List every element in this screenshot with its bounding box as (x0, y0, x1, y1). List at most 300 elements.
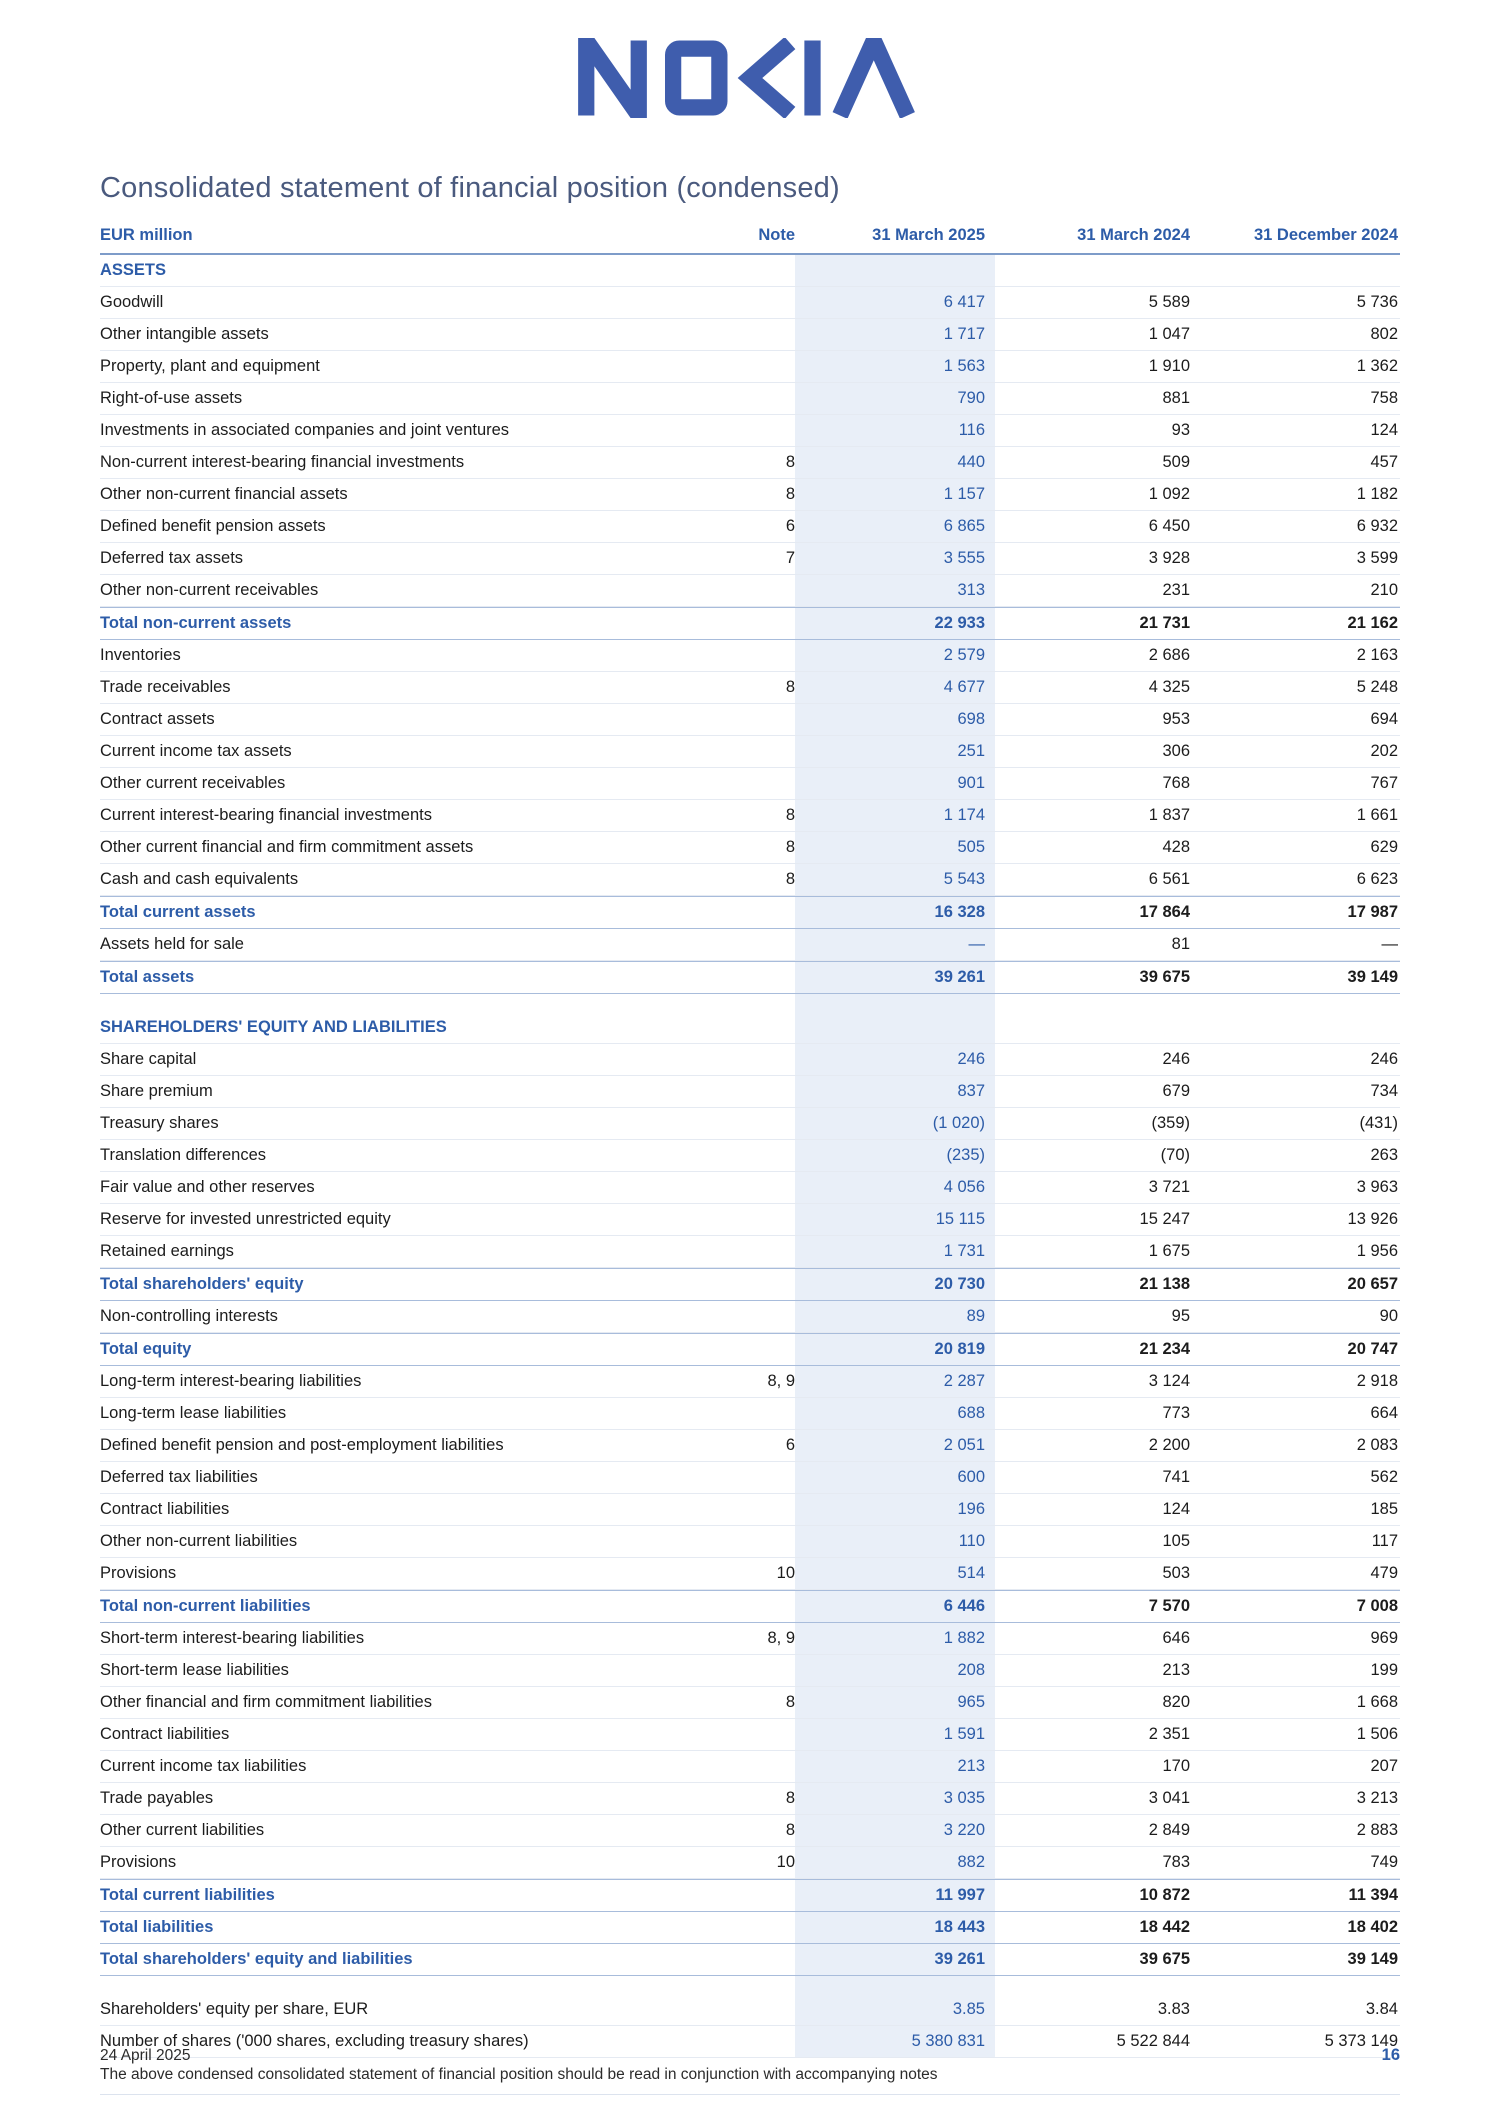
cell-v1 (795, 1012, 995, 1043)
cell-v2 (995, 255, 1200, 286)
total-row (100, 1879, 1400, 1912)
cell-label: Other intangible assets (100, 325, 269, 343)
cell-note (695, 1204, 795, 1235)
cell-v2: 783 (1162, 1853, 1190, 1871)
table-row (100, 383, 1400, 415)
total-row (100, 1333, 1400, 1366)
cell-v1: 3 035 (795, 1783, 995, 1814)
table-row (100, 1815, 1400, 1847)
cell-v3: 457 (1370, 453, 1398, 471)
cell-v3: 39 149 (1347, 968, 1398, 986)
table-row (100, 543, 1400, 575)
cell-v2: 646 (1162, 1629, 1190, 1647)
cell-note (695, 1012, 795, 1043)
table-row (100, 1398, 1400, 1430)
cell-v1: 246 (795, 1044, 995, 1075)
cell-label: Total equity (100, 1340, 192, 1358)
cell-v3: 246 (1370, 1050, 1398, 1068)
cell-v1: 2 287 (795, 1366, 995, 1397)
cell-v2: 7 570 (1148, 1597, 1190, 1615)
cell-label: Other current financial and firm commitment assets (100, 838, 474, 856)
table-row (100, 511, 1400, 543)
cell-label: Trade receivables (100, 678, 231, 696)
cell-v3: 5 736 (1356, 293, 1398, 311)
cell-v1: 251 (795, 736, 995, 767)
cell-note: 8 (785, 485, 795, 503)
cell-v1: 4 677 (795, 672, 995, 703)
cell-note (695, 575, 795, 606)
cell-note (695, 1076, 795, 1107)
table-row (100, 1076, 1400, 1108)
table-row (100, 479, 1400, 511)
table-row (100, 1494, 1400, 1526)
cell-v2 (995, 994, 1200, 1012)
cell-v2: 2 200 (1148, 1436, 1190, 1454)
cell-v1: 1 717 (795, 319, 995, 350)
cell-v3: 2 083 (1356, 1436, 1398, 1454)
cell-v2 (995, 1012, 1200, 1043)
table-row (100, 1655, 1400, 1687)
table-row (100, 704, 1400, 736)
cell-v3: 6 623 (1356, 870, 1398, 888)
cell-label: Other non-current liabilities (100, 1532, 298, 1550)
cell-v2: 6 561 (1148, 870, 1190, 888)
cell-note (695, 1462, 795, 1493)
cell-v3: 5 248 (1356, 678, 1398, 696)
cell-v2: 39 675 (1139, 968, 1190, 986)
cell-v3: 734 (1370, 1082, 1398, 1100)
cell-v1: 20 819 (795, 1334, 995, 1365)
cell-v3: 758 (1370, 389, 1398, 407)
cell-v1: 20 730 (795, 1269, 995, 1300)
cell-v1: — (795, 929, 995, 960)
cell-v1: 698 (795, 704, 995, 735)
cell-v1: 1 591 (795, 1719, 995, 1750)
cell-note: 8 (785, 1821, 795, 1839)
cell-v2: 1 910 (1148, 357, 1190, 375)
table-row (100, 736, 1400, 768)
total-row (100, 1912, 1400, 1944)
table-row (100, 575, 1400, 607)
cell-v1: 514 (795, 1558, 995, 1589)
cell-v2: 21 234 (1139, 1340, 1190, 1358)
table-row (100, 1526, 1400, 1558)
cell-v3: 210 (1370, 581, 1398, 599)
cell-v3 (1200, 1012, 1400, 1043)
cell-v3: 969 (1370, 1629, 1398, 1647)
cell-note: 10 (776, 1853, 795, 1871)
table-row (100, 1140, 1400, 1172)
cell-label: Short-term interest-bearing liabilities (100, 1629, 365, 1647)
cell-v2: 3 124 (1148, 1372, 1190, 1390)
cell-v2: 2 849 (1148, 1821, 1190, 1839)
cell-label: Other financial and firm commitment liabilities (100, 1693, 432, 1711)
cell-label: Cash and cash equivalents (100, 870, 299, 888)
cell-v3: 7 008 (1356, 1597, 1398, 1615)
cell-note (695, 640, 795, 671)
table-row (100, 832, 1400, 864)
total-row (100, 1944, 1400, 1976)
cell-v3: 479 (1370, 1564, 1398, 1582)
cell-v2: 170 (1162, 1757, 1190, 1775)
cell-v2: 5 589 (1148, 293, 1190, 311)
cell-note (695, 1655, 795, 1686)
cell-v2: 124 (1162, 1500, 1190, 1518)
table-row (100, 1044, 1400, 1076)
table-row (100, 287, 1400, 319)
table-row (100, 1687, 1400, 1719)
cell-note (695, 319, 795, 350)
table-row (100, 319, 1400, 351)
cell-label: Contract liabilities (100, 1500, 230, 1518)
cell-note (695, 608, 795, 639)
cell-label: Other current receivables (100, 774, 286, 792)
cell-v3: 1 506 (1356, 1725, 1398, 1743)
cell-v2: 428 (1162, 838, 1190, 856)
cell-v2: 231 (1162, 581, 1190, 599)
total-row (100, 1590, 1400, 1623)
cell-v1: 440 (795, 447, 995, 478)
cell-v1: 5 380 831 (795, 2026, 995, 2057)
cell-note: 8 (785, 806, 795, 824)
cell-v2 (995, 1976, 1200, 1994)
cell-note (695, 1334, 795, 1365)
cell-v3: 207 (1370, 1757, 1398, 1775)
cell-v2: 306 (1162, 742, 1190, 760)
cell-note (695, 1494, 795, 1525)
cell-label: SHAREHOLDERS' EQUITY AND LIABILITIES (100, 1018, 447, 1036)
cell-v2: 21 731 (1139, 614, 1190, 632)
cell-note (695, 1526, 795, 1557)
cell-v2: 213 (1162, 1661, 1190, 1679)
cell-label: Goodwill (100, 293, 164, 311)
cell-note (695, 929, 795, 960)
cell-v3: 21 162 (1347, 614, 1398, 632)
cell-v1: 6 417 (795, 287, 995, 318)
cell-v3: 90 (1379, 1307, 1398, 1325)
cell-v1: 1 563 (795, 351, 995, 382)
cell-label: Share capital (100, 1050, 197, 1068)
cell-v2: 503 (1162, 1564, 1190, 1582)
cell-v3: 39 149 (1347, 1950, 1398, 1968)
table-row (100, 1847, 1400, 1879)
cell-v3: 694 (1370, 710, 1398, 728)
table-row (100, 1236, 1400, 1268)
table-row (100, 1994, 1400, 2026)
cell-v2: 1 092 (1148, 485, 1190, 503)
cell-v1 (795, 1976, 995, 1994)
cell-label: Current income tax liabilities (100, 1757, 307, 1775)
cell-label: Current interest-bearing financial investments (100, 806, 432, 824)
cell-v1: 16 328 (795, 897, 995, 928)
cell-v1: 4 056 (795, 1172, 995, 1203)
column-header-31-march-2025: 31 March 2025 (872, 225, 985, 244)
cell-v1: 116 (795, 415, 995, 446)
cell-v3: 185 (1370, 1500, 1398, 1518)
section-header-row (100, 255, 1400, 287)
cell-v1: 965 (795, 1687, 995, 1718)
cell-v1: (235) (795, 1140, 995, 1171)
table-row (100, 800, 1400, 832)
column-header-note: Note (758, 225, 795, 244)
cell-label: Total current liabilities (100, 1886, 275, 1904)
cell-v2: 2 351 (1148, 1725, 1190, 1743)
cell-v1: 3 555 (795, 543, 995, 574)
cell-v2: 1 837 (1148, 806, 1190, 824)
cell-v2: 3 721 (1148, 1178, 1190, 1196)
cell-v1: 2 051 (795, 1430, 995, 1461)
cell-v1: 15 115 (795, 1204, 995, 1235)
total-row (100, 607, 1400, 640)
cell-v2: (359) (1151, 1114, 1190, 1132)
cell-label: Short-term lease liabilities (100, 1661, 289, 1679)
cell-v3: 263 (1370, 1146, 1398, 1164)
cell-label: Total non-current liabilities (100, 1597, 311, 1615)
cell-v3: 199 (1370, 1661, 1398, 1679)
cell-v1: 3 220 (795, 1815, 995, 1846)
cell-label (100, 1976, 695, 1994)
cell-v2: 21 138 (1139, 1275, 1190, 1293)
cell-v1: 196 (795, 1494, 995, 1525)
cell-v3: 2 883 (1356, 1821, 1398, 1839)
cell-note (695, 1269, 795, 1300)
cell-label: Right-of-use assets (100, 389, 243, 407)
cell-v2: 246 (1162, 1050, 1190, 1068)
cell-v2: 953 (1162, 710, 1190, 728)
table-row (100, 640, 1400, 672)
cell-v3: 2 163 (1356, 646, 1398, 664)
cell-note: 8 (785, 870, 795, 888)
cell-v2: 881 (1162, 389, 1190, 407)
cell-note: 8 (785, 1693, 795, 1711)
cell-v3: 3 599 (1356, 549, 1398, 567)
section-header-row (100, 1012, 1400, 1044)
cell-label: Other non-current receivables (100, 581, 319, 599)
cell-v3: 664 (1370, 1404, 1398, 1422)
cell-label (100, 994, 695, 1012)
nokia-logo-icon (575, 38, 925, 118)
cell-v3: 562 (1370, 1468, 1398, 1486)
cell-label: ASSETS (100, 261, 167, 279)
cell-v2: 95 (1171, 1307, 1190, 1325)
cell-label: Share premium (100, 1082, 213, 1100)
cell-v2: 10 872 (1139, 1886, 1190, 1904)
cell-note (695, 897, 795, 928)
cell-v1: 837 (795, 1076, 995, 1107)
cell-note (695, 351, 795, 382)
cell-label: Total shareholders' equity and liabilities (100, 1950, 413, 1968)
cell-v1: 2 579 (795, 640, 995, 671)
cell-v1: 600 (795, 1462, 995, 1493)
cell-v2: 3 041 (1148, 1789, 1190, 1807)
cell-v3: 1 362 (1356, 357, 1398, 375)
cell-label: Defined benefit pension assets (100, 517, 326, 535)
cell-v1 (795, 994, 995, 1012)
cell-v3: 749 (1370, 1853, 1398, 1871)
cell-v1: (1 020) (795, 1108, 995, 1139)
cell-v2: 3.83 (1157, 2000, 1190, 2018)
cell-v3: — (1381, 935, 1398, 953)
cell-v2: 5 522 844 (1116, 2032, 1190, 2050)
cell-note (695, 1301, 795, 1332)
cell-label: Assets held for sale (100, 935, 244, 953)
table-row (100, 1751, 1400, 1783)
cell-note: 6 (785, 517, 795, 535)
table-row (100, 447, 1400, 479)
spacer-row (100, 994, 1400, 1012)
cell-v3: 2 918 (1356, 1372, 1398, 1390)
cell-v3: 117 (1371, 1532, 1398, 1550)
cell-v2: (70) (1160, 1146, 1190, 1164)
cell-note (695, 1994, 795, 2025)
cell-v2: 93 (1171, 421, 1190, 439)
cell-v3: 5 373 149 (1324, 2032, 1398, 2050)
cell-v3: 17 987 (1347, 903, 1398, 921)
cell-label: Other non-current financial assets (100, 485, 348, 503)
cell-v1: 213 (795, 1751, 995, 1782)
cell-note: 8 (785, 838, 795, 856)
cell-label: Deferred tax assets (100, 549, 244, 567)
footer-page-number: 16 (1381, 2046, 1400, 2064)
cell-v2: 509 (1162, 453, 1190, 471)
cell-v2: 105 (1162, 1532, 1190, 1550)
cell-note (695, 1236, 795, 1267)
cell-label: Total non-current assets (100, 614, 292, 632)
table-row (100, 768, 1400, 800)
cell-note (695, 1751, 795, 1782)
cell-note (695, 1719, 795, 1750)
cell-note (695, 1398, 795, 1429)
total-row (100, 961, 1400, 994)
table-row (100, 864, 1400, 896)
cell-note (695, 415, 795, 446)
table-row (100, 415, 1400, 447)
cell-note: 8 (785, 678, 795, 696)
cell-v3: 1 182 (1356, 485, 1398, 503)
table-row (100, 1623, 1400, 1655)
cell-v3: 20 747 (1347, 1340, 1398, 1358)
page-title: Consolidated statement of financial position (condensed) (100, 172, 840, 204)
cell-v2: 768 (1162, 774, 1190, 792)
cell-v1: 901 (795, 768, 995, 799)
cell-v3: 3.84 (1365, 2000, 1398, 2018)
cell-label: Other current liabilities (100, 1821, 265, 1839)
table-footnote: The above condensed consolidated statement of financial position should be read in conjunction with accompanying notes (100, 2058, 1400, 2095)
cell-note (695, 1172, 795, 1203)
cell-v1: 11 997 (795, 1880, 995, 1911)
cell-v3 (1200, 1976, 1400, 1994)
cell-v3 (1200, 255, 1400, 286)
cell-label: Trade payables (100, 1789, 214, 1807)
cell-label: Property, plant and equipment (100, 357, 320, 375)
cell-v2: 6 450 (1148, 517, 1190, 535)
cell-v3: 202 (1370, 742, 1398, 760)
table-row (100, 1204, 1400, 1236)
cell-v1: 1 731 (795, 1236, 995, 1267)
cell-label: Total shareholders' equity (100, 1275, 304, 1293)
cell-v1: 39 261 (795, 1944, 995, 1975)
cell-note: 10 (776, 1564, 795, 1582)
cell-label: Provisions (100, 1564, 177, 1582)
cell-note (695, 1108, 795, 1139)
cell-note (695, 1880, 795, 1911)
cell-note: 8, 9 (767, 1372, 795, 1390)
cell-v2: 820 (1162, 1693, 1190, 1711)
cell-v3: 629 (1370, 838, 1398, 856)
cell-v1: 790 (795, 383, 995, 414)
cell-v3: 1 668 (1356, 1693, 1398, 1711)
cell-v1: 39 261 (795, 962, 995, 993)
cell-note (695, 287, 795, 318)
cell-v3: 6 932 (1356, 517, 1398, 535)
footer-date: 24 April 2025 (100, 2047, 191, 2064)
cell-note (695, 736, 795, 767)
total-row (100, 1268, 1400, 1301)
cell-v1: 688 (795, 1398, 995, 1429)
page-footer (100, 2046, 1400, 2065)
table-row (100, 929, 1400, 961)
cell-label: Contract liabilities (100, 1725, 230, 1743)
cell-label: Investments in associated companies and joint ventures (100, 421, 510, 439)
cell-note: 6 (785, 1436, 795, 1454)
column-header-31-march-2024: 31 March 2024 (1077, 225, 1190, 244)
cell-note: 8 (785, 453, 795, 471)
cell-v1: 208 (795, 1655, 995, 1686)
cell-v3: 767 (1370, 774, 1398, 792)
cell-label: Long-term interest-bearing liabilities (100, 1372, 362, 1390)
table-row (100, 1301, 1400, 1333)
table-header (100, 217, 1400, 255)
cell-v2: 1 675 (1148, 1242, 1190, 1260)
cell-v1: 1 174 (795, 800, 995, 831)
cell-v2: 679 (1162, 1082, 1190, 1100)
table-row (100, 351, 1400, 383)
cell-label: Treasury shares (100, 1114, 219, 1132)
cell-v2: 39 675 (1139, 1950, 1190, 1968)
cell-label: Deferred tax liabilities (100, 1468, 258, 1486)
cell-note (695, 1140, 795, 1171)
cell-v2: 18 442 (1139, 1918, 1190, 1936)
total-row (100, 896, 1400, 929)
table-row (100, 1558, 1400, 1590)
cell-v1: 882 (795, 1847, 995, 1878)
cell-v1: 5 543 (795, 864, 995, 895)
cell-note (695, 383, 795, 414)
cell-label: Fair value and other reserves (100, 1178, 315, 1196)
cell-v3: 1 661 (1356, 806, 1398, 824)
table-row (100, 1172, 1400, 1204)
cell-v3: 1 956 (1356, 1242, 1398, 1260)
table-row (100, 1783, 1400, 1815)
cell-v3: 13 926 (1347, 1210, 1398, 1228)
cell-v2: 741 (1162, 1468, 1190, 1486)
cell-note (695, 255, 795, 286)
cell-v1: 89 (795, 1301, 995, 1332)
table-row (100, 1430, 1400, 1462)
cell-v2: 4 325 (1148, 678, 1190, 696)
cell-v1: 505 (795, 832, 995, 863)
cell-v1: 6 865 (795, 511, 995, 542)
cell-v3: 18 402 (1347, 1918, 1398, 1936)
cell-label: Contract assets (100, 710, 215, 728)
cell-v3: 11 394 (1348, 1886, 1398, 1904)
cell-note (695, 1591, 795, 1622)
cell-label: Shareholders' equity per share, EUR (100, 2000, 369, 2018)
cell-note (695, 1044, 795, 1075)
cell-note: 8, 9 (767, 1629, 795, 1647)
cell-v3: 3 963 (1356, 1178, 1398, 1196)
cell-label: Total current assets (100, 903, 256, 921)
